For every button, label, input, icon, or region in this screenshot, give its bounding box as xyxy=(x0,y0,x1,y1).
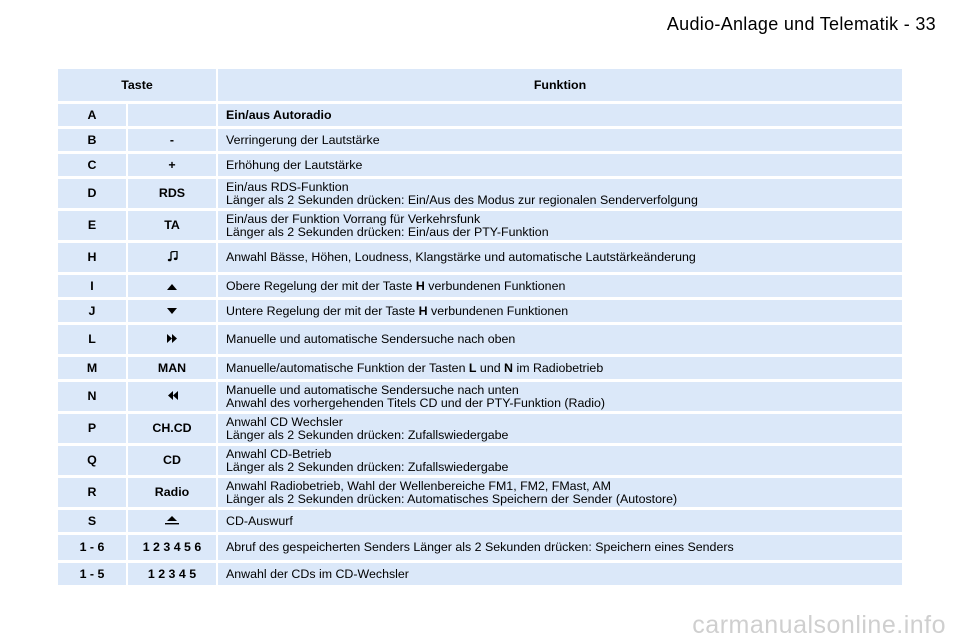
table-row xyxy=(58,211,902,240)
button-label: 1 2 3 4 5 6 xyxy=(128,535,216,560)
button-label: CH.CD xyxy=(128,414,216,443)
description-text: Verringerung der Lautstärke xyxy=(226,132,380,147)
key-letter: R xyxy=(58,478,126,507)
description-text: im Radiobetrieb xyxy=(513,360,604,375)
description-text: N xyxy=(504,360,513,375)
table-row xyxy=(58,535,902,560)
table-row xyxy=(58,563,902,585)
description-line xyxy=(226,305,568,318)
key-letter: 1 - 6 xyxy=(58,535,126,560)
description-text: CD-Auswurf xyxy=(226,513,293,528)
table-row xyxy=(58,154,902,176)
button-label: MAN xyxy=(128,357,216,379)
function-description xyxy=(218,154,902,176)
description-text: Untere Regelung der mit der Taste xyxy=(226,303,419,318)
description-line xyxy=(226,159,362,172)
key-letter: S xyxy=(58,510,126,532)
description-text: L xyxy=(468,360,477,375)
description-text: Länger als 2 Sekunden drücken: Ein/aus der PTY-Funktion xyxy=(226,224,549,239)
key-letter: A xyxy=(58,104,126,126)
description-line xyxy=(226,397,605,410)
description-text: Länger als 2 Sekunden drücken: Zufallswiedergabe xyxy=(226,459,509,474)
description-text: Ein/aus Autoradio xyxy=(226,107,332,122)
key-letter: Q xyxy=(58,446,126,475)
table-row xyxy=(58,300,902,322)
description-text: Ein/aus RDS-Funktion xyxy=(226,179,349,194)
function-description xyxy=(218,325,902,354)
key-letter: C xyxy=(58,154,126,176)
description-text: Länger als 2 Sekunden drücken: Automatisches Speichern der Sender (Autostore) xyxy=(226,491,678,506)
button-label: 1 2 3 4 5 xyxy=(128,563,216,585)
button-label xyxy=(128,104,216,126)
description-text: H xyxy=(415,278,425,293)
function-description xyxy=(218,382,902,411)
table-row xyxy=(58,478,902,507)
table-row xyxy=(58,275,902,297)
button-symbol xyxy=(128,275,216,297)
function-description xyxy=(218,357,902,379)
table-row xyxy=(58,243,902,272)
description-line xyxy=(226,134,380,147)
key-letter: J xyxy=(58,300,126,322)
key-letter: D xyxy=(58,179,126,208)
page-title: Audio-Anlage und Telematik - 33 xyxy=(666,14,936,34)
table-row xyxy=(58,510,902,532)
button-label: TA xyxy=(128,211,216,240)
function-description xyxy=(218,179,902,208)
function-description xyxy=(218,275,902,297)
button-symbol xyxy=(128,325,216,354)
description-text: Abruf des gespeicherten Senders Länger als 2 Sekunden drücken: Speichern eines Senders xyxy=(226,540,734,554)
description-text: Manuelle und automatische Sendersuche nach unten xyxy=(226,382,519,397)
key-letter: L xyxy=(58,325,126,354)
watermark: carmanualsonline.info xyxy=(692,611,946,639)
description-line xyxy=(226,362,603,375)
function-description xyxy=(218,211,902,240)
button-symbol xyxy=(128,382,216,411)
description-line xyxy=(226,461,508,474)
key-letter: N xyxy=(58,382,126,411)
table-body xyxy=(58,104,902,585)
description-line xyxy=(226,280,565,293)
description-text: verbundenen Funktionen xyxy=(424,278,566,293)
triangle-down-icon xyxy=(167,305,177,318)
description-text: Manuelle/automatische Funktion der Tasten xyxy=(226,360,469,375)
button-symbol xyxy=(128,243,216,272)
key-letter: E xyxy=(58,211,126,240)
table-header-row xyxy=(58,69,902,101)
description-text: Obere Regelung der mit der Taste xyxy=(226,278,416,293)
description-text: Anwahl CD-Betrieb xyxy=(226,446,332,461)
description-text: Manuelle und automatische Sendersuche nach oben xyxy=(226,332,516,346)
description-text: Anwahl Radiobetrieb, Wahl der Wellenbereiche FM1, FM2, FMast, AM xyxy=(226,478,611,493)
button-label: RDS xyxy=(128,179,216,208)
fast-forward-icon xyxy=(167,333,178,346)
description-line xyxy=(226,493,677,506)
key-letter: B xyxy=(58,129,126,151)
key-letter: M xyxy=(58,357,126,379)
table-row xyxy=(58,357,902,379)
key-letter: 1 - 5 xyxy=(58,563,126,585)
description-text: Anwahl des vorhergehenden Titels CD und der PTY-Funktion (Radio) xyxy=(226,395,606,410)
description-text: Anwahl der CDs im CD-Wechsler xyxy=(226,566,409,581)
triangle-up-icon xyxy=(167,280,177,293)
key-letter: H xyxy=(58,243,126,272)
header-taste: Taste xyxy=(58,69,216,101)
button-symbol xyxy=(128,510,216,532)
button-label: + xyxy=(128,154,216,176)
table-row xyxy=(58,446,902,475)
description-line xyxy=(226,541,734,554)
button-symbol xyxy=(128,300,216,322)
key-letter: P xyxy=(58,414,126,443)
button-label: - xyxy=(128,129,216,151)
description-line xyxy=(226,251,696,264)
table-row xyxy=(58,414,902,443)
description-text: und xyxy=(476,360,505,375)
table-row xyxy=(58,179,902,208)
description-line xyxy=(226,333,515,346)
music-note-icon xyxy=(167,251,178,265)
key-letter: I xyxy=(58,275,126,297)
button-function-table xyxy=(58,69,902,588)
function-description xyxy=(218,243,902,272)
description-line xyxy=(226,515,293,528)
description-text: Länger als 2 Sekunden drücken: Ein/Aus des Modus zur regionalen Senderverfolgung xyxy=(226,192,698,207)
description-line xyxy=(226,109,332,122)
function-description xyxy=(218,300,902,322)
description-text: Anwahl Bässe, Höhen, Loudness, Klangstärke und automatische Lautstärkeänderung xyxy=(226,250,696,264)
button-label: Radio xyxy=(128,478,216,507)
function-description xyxy=(218,478,902,507)
button-label: CD xyxy=(128,446,216,475)
function-description xyxy=(218,104,902,126)
function-description xyxy=(218,446,902,475)
description-text: verbundenen Funktionen xyxy=(427,303,569,318)
function-description xyxy=(218,535,902,560)
table-row xyxy=(58,382,902,411)
description-line xyxy=(226,226,549,239)
table-row xyxy=(58,104,902,126)
eject-icon xyxy=(165,515,179,528)
description-text: H xyxy=(418,303,428,318)
function-description xyxy=(218,129,902,151)
description-line xyxy=(226,568,409,581)
function-description xyxy=(218,563,902,585)
function-description xyxy=(218,510,902,532)
rewind-icon xyxy=(167,390,178,403)
description-text: Länger als 2 Sekunden drücken: Zufallswiedergabe xyxy=(226,427,509,442)
description-line xyxy=(226,429,508,442)
description-text: Anwahl CD Wechsler xyxy=(226,414,343,429)
description-text: Ein/aus der Funktion Vorrang für Verkehrsfunk xyxy=(226,211,481,226)
description-line xyxy=(226,194,698,207)
table-row xyxy=(58,129,902,151)
description-text: Erhöhung der Lautstärke xyxy=(226,157,363,172)
table-row xyxy=(58,325,902,354)
function-description xyxy=(218,414,902,443)
header-funktion: Funktion xyxy=(218,69,902,101)
